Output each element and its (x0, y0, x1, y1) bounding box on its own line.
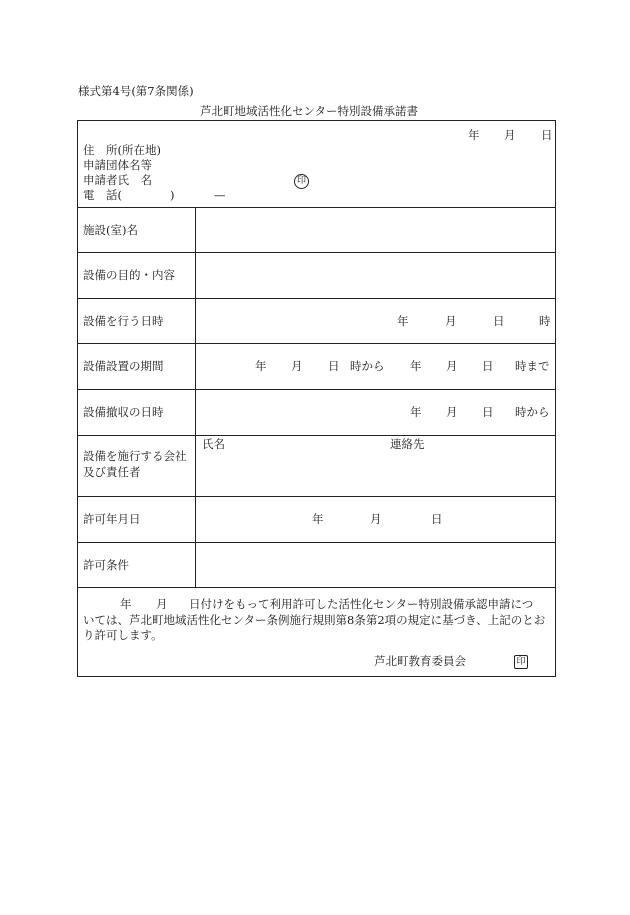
column-divider (195, 207, 196, 587)
header-date-year: 年 (468, 128, 480, 142)
period-start-month: 月 (291, 359, 303, 373)
footer-year: 年 (120, 597, 132, 611)
footer-month: 月 (156, 597, 168, 611)
contractor-label-line2: 及び責任者 (83, 465, 141, 479)
document-title: 芦北町地域活性化センター特別設備承諾書 (200, 104, 419, 118)
phone-close-paren: ) (170, 188, 175, 202)
removal-datetime-label: 設備撤収の日時 (83, 405, 164, 419)
period-start-hour: 時から (350, 359, 385, 373)
period-end-year: 年 (410, 359, 422, 373)
row-divider (78, 542, 555, 543)
contractor-label-line1: 設備を施行する会社 (83, 449, 187, 463)
row-divider (78, 435, 555, 436)
removal-month: 月 (446, 405, 458, 419)
phone-label: 電 話( (83, 188, 122, 202)
header-date-day: 日 (541, 128, 553, 142)
contractor-contact-label: 連絡先 (390, 437, 425, 451)
form-reference: 様式第4号(第7条関係) (78, 84, 194, 98)
form-table (77, 120, 556, 677)
row-divider (78, 298, 555, 299)
permit-month: 月 (370, 512, 382, 526)
footer-text-line1: 日付けをもって利用許可した活性化センター特別設備承認申請につ (189, 597, 534, 611)
signer-name: 芦北町教育委員会 (374, 654, 466, 668)
period-start-year: 年 (255, 359, 267, 373)
address-label: 住 所(所在地) (83, 143, 161, 157)
install-datetime-label: 設備を行う日時 (83, 314, 164, 328)
period-start-day: 日 (328, 359, 340, 373)
period-end-month: 月 (446, 359, 458, 373)
footer-text-line2: いては、芦北町地域活性化センター条例施行規則第8条第2項の規定に基づき、上記のとお (83, 613, 546, 627)
removal-year: 年 (410, 405, 422, 419)
permit-year: 年 (312, 512, 324, 526)
install-month: 月 (445, 314, 457, 328)
removal-hour: 時から (515, 405, 550, 419)
applicant-label: 申請者氏 名 (83, 173, 152, 187)
install-period-label: 設備設置の期間 (83, 359, 164, 373)
period-end-day: 日 (482, 359, 494, 373)
org-label: 申請団体名等 (83, 158, 152, 172)
permit-conditions-label: 許可条件 (83, 558, 129, 572)
row-divider (78, 587, 555, 588)
install-hour: 時 (539, 314, 551, 328)
phone-dash: — (214, 188, 226, 202)
removal-day: 日 (482, 405, 494, 419)
purpose-label: 設備の目的・内容 (83, 268, 175, 282)
row-divider (78, 389, 555, 390)
applicant-seal-icon: 印 (294, 174, 309, 189)
contractor-name-label: 氏名 (202, 437, 225, 451)
header-date-month: 月 (504, 128, 516, 142)
signer-seal-icon: 印 (514, 655, 528, 669)
install-year: 年 (397, 314, 409, 328)
footer-text-line3: り許可します。 (83, 628, 163, 642)
permit-date-label: 許可年月日 (83, 512, 141, 526)
facility-name-label: 施設(室)名 (83, 223, 138, 237)
row-divider (78, 207, 555, 208)
permit-day: 日 (431, 512, 443, 526)
row-divider (78, 343, 555, 344)
row-divider (78, 496, 555, 497)
install-day: 日 (493, 314, 505, 328)
period-end-hour: 時まで (515, 359, 550, 373)
row-divider (78, 252, 555, 253)
